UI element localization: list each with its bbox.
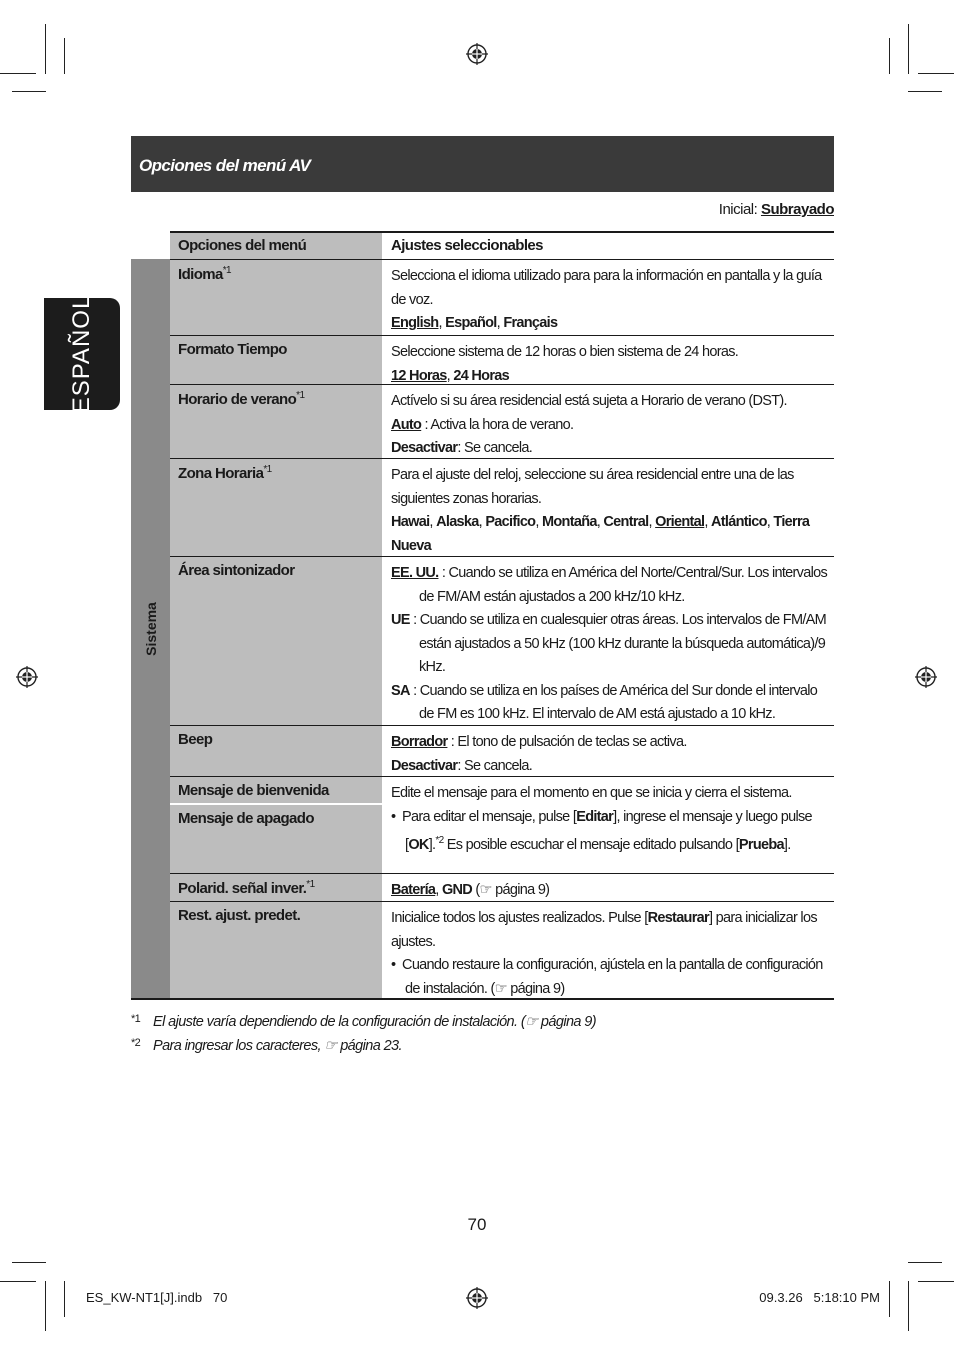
- registration-mark-icon: [466, 1287, 488, 1309]
- crop-mark: [0, 1281, 36, 1282]
- menu-cell-beep: Beep: [170, 726, 382, 776]
- header-menu-cell: Opciones del menú: [170, 233, 382, 259]
- menu-cell-zona-horaria: Zona Horaria$^{*1}$: [170, 459, 382, 556]
- date-slug: 09.3.26 5:18:10 PM: [759, 1290, 880, 1305]
- crop-mark: [12, 91, 46, 92]
- desc-cell-zona-horaria: Para el ajuste del reloj, seleccione su área residencial entre una de las siguientes zonas horarias. Hawai, Alaska, Pacifico, Montaña, Central, Oriental, Atlántico, Tierra Nueva: [391, 467, 810, 554]
- crop-mark: [918, 73, 954, 74]
- registration-mark-icon: [915, 666, 937, 688]
- header-settings-cell: Ajustes seleccionables: [391, 237, 543, 254]
- crop-mark: [908, 1262, 942, 1263]
- crop-mark: [908, 91, 942, 92]
- footnotes: [131, 1010, 596, 1058]
- file-slug: ES_KW-NT1[J].indb 70: [86, 1290, 228, 1305]
- menu-cell-horario-de-verano: Horario de verano$^{*1}$: [170, 385, 382, 458]
- crop-mark: [889, 1281, 890, 1317]
- menu-cell-polarid-senal-inver: Polarid. señal inver.$^{*1}$: [170, 874, 382, 901]
- crop-mark: [45, 1281, 46, 1331]
- crop-mark: [889, 38, 890, 74]
- footnote: *2 Para ingresar los caracteres, ☞ página 23.: [131, 1037, 402, 1054]
- crop-mark: [0, 73, 36, 74]
- menu-cell-mensaje-de-bienvenida: Mensaje de bienvenida: [170, 777, 382, 803]
- desc-cell-mensaje: Edite el mensaje para el momento en que se inicia y cierra el sistema. • Para editar el mensaje, pulse [Editar], ingrese el mensaje y luego pulse [OK].$^{*2}$ Es posible escuchar el mensaje editado pulsando [Prueba].: [391, 785, 812, 853]
- page-number: 70: [467, 1215, 487, 1234]
- desc-cell-beep: Borrador : El tono de pulsación de teclas se activa. Desactivar: Se cancela.: [391, 734, 687, 774]
- desc-cell-idioma: Selecciona el idioma utilizado para para la información en pantalla y la guía de voz. English, Español, Français: [391, 268, 822, 331]
- section-header: [131, 136, 834, 192]
- menu-cell-area-sintonizador: Área sintonizador: [170, 557, 382, 725]
- crop-mark: [45, 24, 46, 74]
- menu-cell-mensaje-de-apagado: Mensaje de apagado: [170, 805, 382, 873]
- menu-cell-formato-tiempo: Formato Tiempo: [170, 336, 382, 384]
- registration-mark-icon: [466, 43, 488, 65]
- desc-cell-area-sintonizador: EE. UU. : Cuando se utiliza en América del Norte/Central/Sur. Los intervalos de FM/AM están ajustados a 200 kHz/10 kHz. UE : Cuando se utiliza en cualesquier otras áreas. Los intervalos de FM/AM están ajustados a 50 kHz (100 kHz durante la búsqueda automática)/9 kHz. SA : Cuando se utiliza en los países de América del Sur donde el intervalo de FM es 100 kHz. El intervalo de AM está ajustado a 10 kHz.: [391, 565, 828, 722]
- crop-mark: [12, 1262, 46, 1263]
- language-side-tab: [44, 294, 120, 414]
- initial-note: Inicial: Subrayado: [718, 201, 834, 218]
- language-label: ESPAÑOL: [68, 294, 95, 414]
- group-sidebar: [131, 259, 170, 999]
- group-label: Sistema: [142, 602, 159, 656]
- crop-mark: [908, 24, 909, 74]
- crop-mark: [64, 38, 65, 74]
- menu-cell-idioma: Idioma$^{*1}$: [170, 260, 382, 335]
- desc-cell-horario-de-verano: Actívelo si su área residencial está sujeta a Horario de verano (DST). Auto : Activa la hora de verano. Desactivar: Se cancela.: [391, 393, 787, 456]
- desc-cell-formato-tiempo: Seleccione sistema de 12 horas o bien sistema de 24 horas. 12 Horas, 24 Horas: [391, 344, 739, 384]
- crop-mark: [918, 1281, 954, 1282]
- menu-cell-rest-ajust-predet: Rest. ajust. predet.: [170, 902, 382, 998]
- section-title: Opciones del menú AV: [139, 156, 311, 175]
- footnote: *1 El ajuste varía dependiendo de la configuración de instalación. (☞ página 9): [131, 1013, 596, 1030]
- desc-cell-rest-ajust-predet: Inicialice todos los ajustes realizados. Pulse [Restaurar] para inicializar los ajustes. • Cuando restaure la configuración, ajústela en la pantalla de configuración de instalación. (☞ página 9): [391, 910, 823, 997]
- crop-mark: [908, 1281, 909, 1331]
- crop-mark: [64, 1281, 65, 1317]
- desc-cell-polarid-senal-inver: Batería, GND (☞ página 9): [391, 882, 550, 898]
- table-bottom-rule: [131, 998, 834, 1000]
- initial-value: Subrayado: [760, 201, 834, 218]
- registration-mark-icon: [16, 666, 38, 688]
